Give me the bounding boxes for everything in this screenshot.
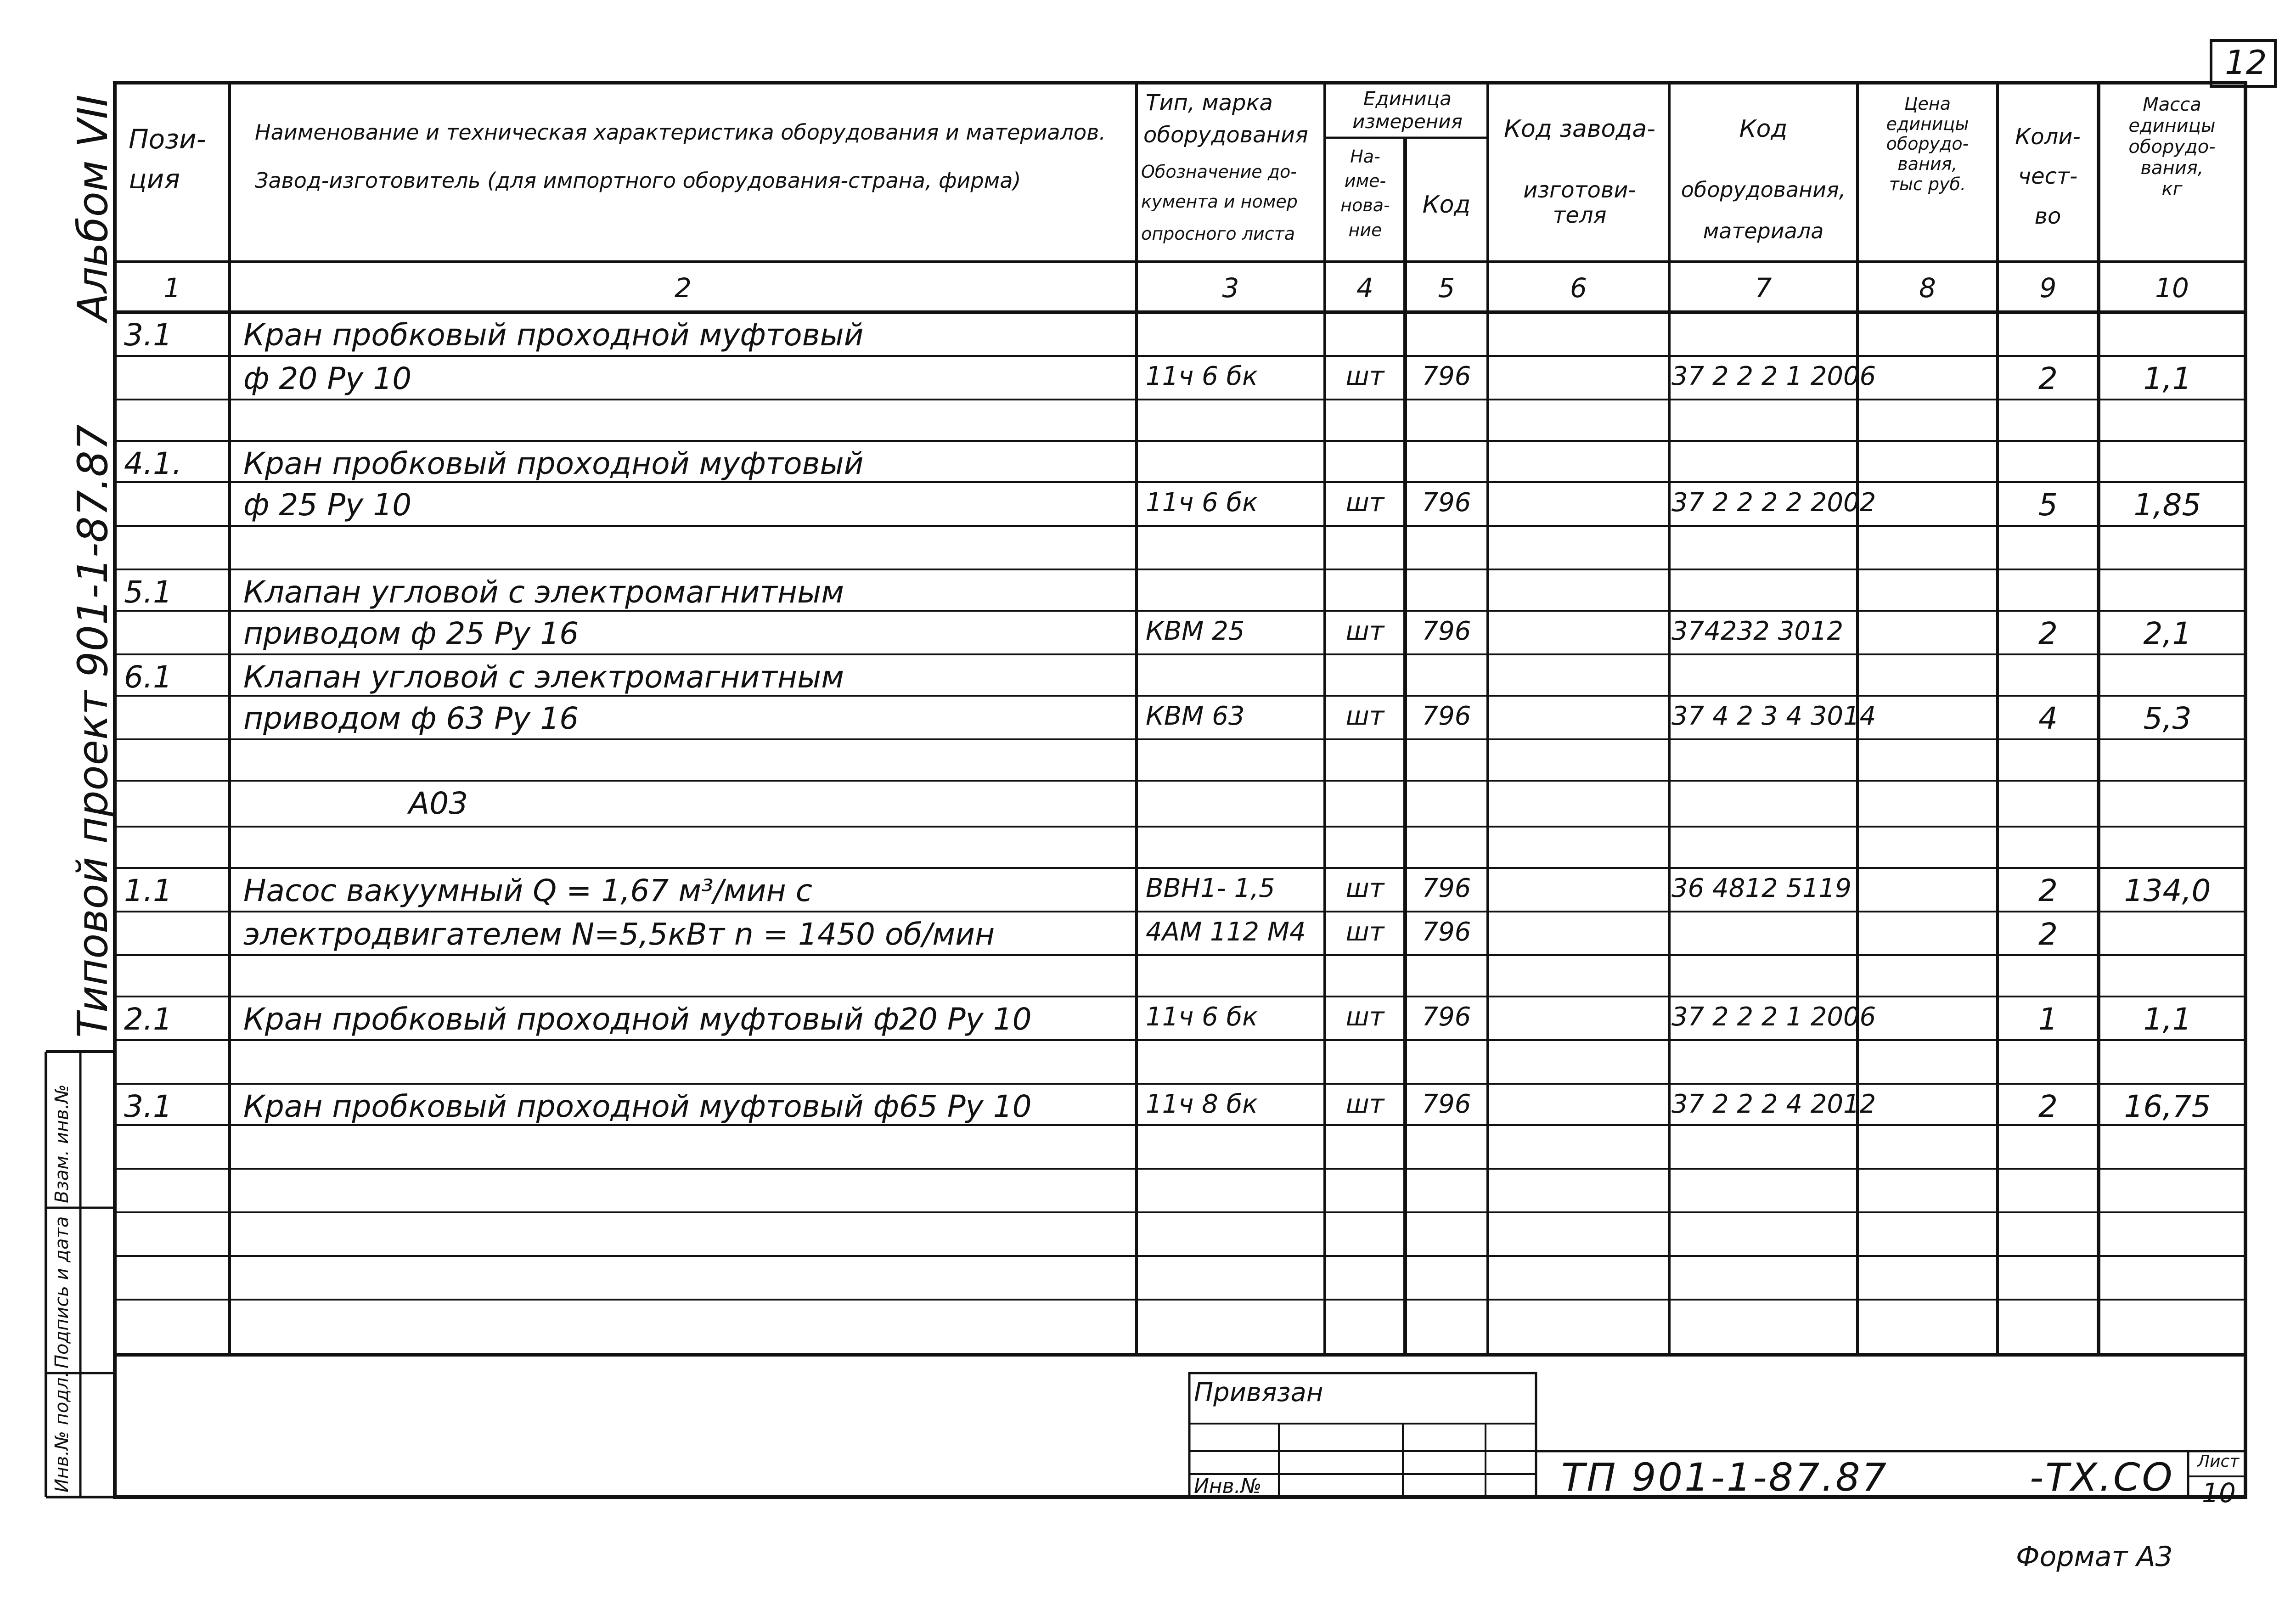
cell-pos: 6.1 [124, 659, 172, 695]
cell-equip: 37 2 2 2 2 2002 [1671, 488, 1876, 518]
cell-name: Кран пробковый проходной муфтовый ф65 Ру 10 [243, 1089, 1032, 1124]
stamp-sheet-number: 10 [2202, 1477, 2236, 1509]
header-maker-code-line2: изготови- [1523, 177, 1636, 203]
header-equip-code-line2: оборудования, [1681, 177, 1846, 202]
header-price: Цена единицы оборудо- вания, тыс руб. [1886, 94, 1969, 194]
cell-qty: 1 [2038, 1002, 2058, 1037]
cell-unit: шт [1345, 1002, 1384, 1032]
header-type-line3: Обозначение до- [1141, 162, 1297, 182]
cell-code: 796 [1422, 361, 1471, 391]
header-type-line4: кумента и номер [1141, 191, 1298, 212]
cell-type: ВВН1- 1,5 [1146, 873, 1275, 903]
header-equip-code-line3: материала [1703, 219, 1824, 243]
cell-equip: 36 4812 5119 [1671, 873, 1851, 903]
col-number-7: 7 [1755, 272, 1772, 304]
cell-name: Кран пробковый проходной муфтовый ф20 Ру 10 [243, 1002, 1032, 1037]
cell-mass: 5,3 [2143, 701, 2192, 736]
cell-unit: шт [1345, 488, 1384, 518]
cell-mass: 16,75 [2124, 1089, 2211, 1124]
cell-equip: 37 2 2 2 1 2006 [1671, 1002, 1876, 1032]
stamp-field-signature: Подпись и дата [51, 1216, 73, 1368]
col-number-1: 1 [163, 272, 181, 304]
cell-unit: шт [1345, 361, 1384, 391]
cell-name: ф 25 Ру 10 [243, 487, 412, 523]
cell-pos: 5.1 [124, 574, 172, 610]
col-number-6: 6 [1570, 272, 1587, 304]
stamp-field-inv-podl: Инв.№ подл. [51, 1371, 73, 1492]
cell-type: КВМ 25 [1146, 616, 1245, 646]
header-name-line2: Завод-изготовитель (для импортного оборудования-страна, фирма) [255, 168, 1021, 193]
cell-name: Клапан угловой с электромагнитным [243, 574, 844, 610]
cell-equip: 37 4 2 3 4 3014 [1671, 701, 1876, 731]
col-number-5: 5 [1438, 272, 1455, 304]
header-maker-code-line3: теля [1553, 203, 1607, 228]
stamp-bound-label: Привязан [1194, 1378, 1323, 1408]
header-unit-name: На- име- нова- ние [1340, 146, 1390, 240]
header-type-line5: опросного листа [1141, 224, 1295, 244]
cell-type: 11ч 6 бк [1146, 1002, 1258, 1032]
cell-code: 796 [1422, 701, 1471, 731]
cell-unit: шт [1345, 873, 1384, 903]
album-label: Альбом VII [69, 95, 117, 321]
cell-name: А03 [409, 786, 468, 821]
cell-unit: шт [1345, 1089, 1384, 1119]
col-number-2: 2 [675, 272, 692, 304]
cell-code: 796 [1422, 488, 1471, 518]
cell-unit: шт [1345, 616, 1384, 646]
cell-qty: 4 [2038, 701, 2058, 736]
cell-qty: 2 [2038, 361, 2058, 396]
cell-pos: 3.1 [124, 317, 172, 353]
cell-unit: шт [1345, 917, 1384, 947]
cell-mass: 1,1 [2143, 1002, 2192, 1037]
cell-type: 11ч 8 бк [1146, 1089, 1258, 1119]
stamp-format: Формат А3 [2016, 1541, 2173, 1573]
cell-code: 796 [1422, 1089, 1471, 1119]
cell-code: 796 [1422, 1002, 1471, 1032]
cell-qty: 2 [2038, 917, 2058, 952]
cell-qty: 5 [2038, 487, 2058, 523]
col-number-4: 4 [1356, 272, 1373, 304]
cell-type: 11ч 6 бк [1146, 488, 1258, 518]
cell-qty: 2 [2038, 1089, 2058, 1124]
cell-pos: 1.1 [124, 873, 172, 908]
cell-qty: 2 [2038, 873, 2058, 908]
cell-name: приводом ф 63 Ру 16 [243, 701, 579, 736]
header-name-line1: Наименование и техническая характеристика оборудования и материалов. [255, 120, 1106, 145]
cell-name: приводом ф 25 Ру 16 [243, 616, 579, 651]
stamp-sheet-label: Лист [2197, 1452, 2240, 1471]
cell-type: КВМ 63 [1146, 701, 1245, 731]
cell-qty: 2 [2038, 616, 2058, 651]
col-number-10: 10 [2155, 272, 2189, 304]
project-label: Типовой проект 901-1-87.87 [69, 424, 117, 1038]
cell-equip: 374232 3012 [1671, 616, 1844, 646]
cell-type: 4АМ 112 М4 [1146, 917, 1306, 947]
stamp-doc-code: ТП 901-1-87.87 [1561, 1455, 1889, 1500]
cell-type: 11ч 6 бк [1146, 361, 1258, 391]
cell-code: 796 [1422, 616, 1471, 646]
header-equip-code-line1: Код [1739, 115, 1788, 143]
cell-name: ф 20 Ру 10 [243, 361, 412, 396]
header-type-line1: Тип, марка [1146, 90, 1273, 116]
cell-equip: 37 2 2 2 4 2012 [1671, 1089, 1876, 1119]
header-mass: Масса единицы оборудо- вания, кг [2128, 94, 2216, 200]
cell-equip: 37 2 2 2 1 2006 [1671, 361, 1876, 391]
cell-pos: 2.1 [124, 1002, 172, 1037]
cell-pos: 3.1 [124, 1089, 172, 1124]
sheet-corner-number: 12 [2225, 43, 2267, 82]
col-number-8: 8 [1919, 272, 1936, 304]
cell-mass: 2,1 [2143, 616, 2192, 651]
col-number-3: 3 [1222, 272, 1239, 304]
header-units-group: Единица измерения [1352, 87, 1463, 133]
cell-pos: 4.1. [124, 446, 182, 481]
cell-name: электродвигателем N=5,5кВт n = 1450 об/мин [243, 917, 995, 952]
cell-code: 796 [1422, 873, 1471, 903]
stamp-inv-label: Инв.№ [1194, 1475, 1262, 1498]
cell-mass: 1,1 [2143, 361, 2192, 396]
stamp-doc-suffix: -ТХ.СО [2030, 1455, 2174, 1500]
col-number-9: 9 [2039, 272, 2057, 304]
header-type-line2: оборудования [1143, 122, 1308, 148]
header-maker-code-line1: Код завода- [1504, 115, 1655, 143]
cell-unit: шт [1345, 701, 1384, 731]
stamp-field-vzam: Взам. инв.№ [51, 1084, 73, 1203]
header-position: Пози- ция [129, 124, 206, 195]
header-unit-code: Код [1422, 191, 1471, 219]
cell-name: Насос вакуумный Q = 1,67 м³/мин с [243, 873, 812, 908]
header-quantity: Коли- чест- во [2015, 124, 2081, 229]
cell-mass: 134,0 [2124, 873, 2211, 908]
cell-code: 796 [1422, 917, 1471, 947]
cell-name: Кран пробковый проходной муфтовый [243, 446, 864, 481]
cell-name: Кран пробковый проходной муфтовый [243, 317, 864, 353]
cell-mass: 1,85 [2133, 487, 2201, 523]
cell-name: Клапан угловой с электромагнитным [243, 659, 844, 695]
